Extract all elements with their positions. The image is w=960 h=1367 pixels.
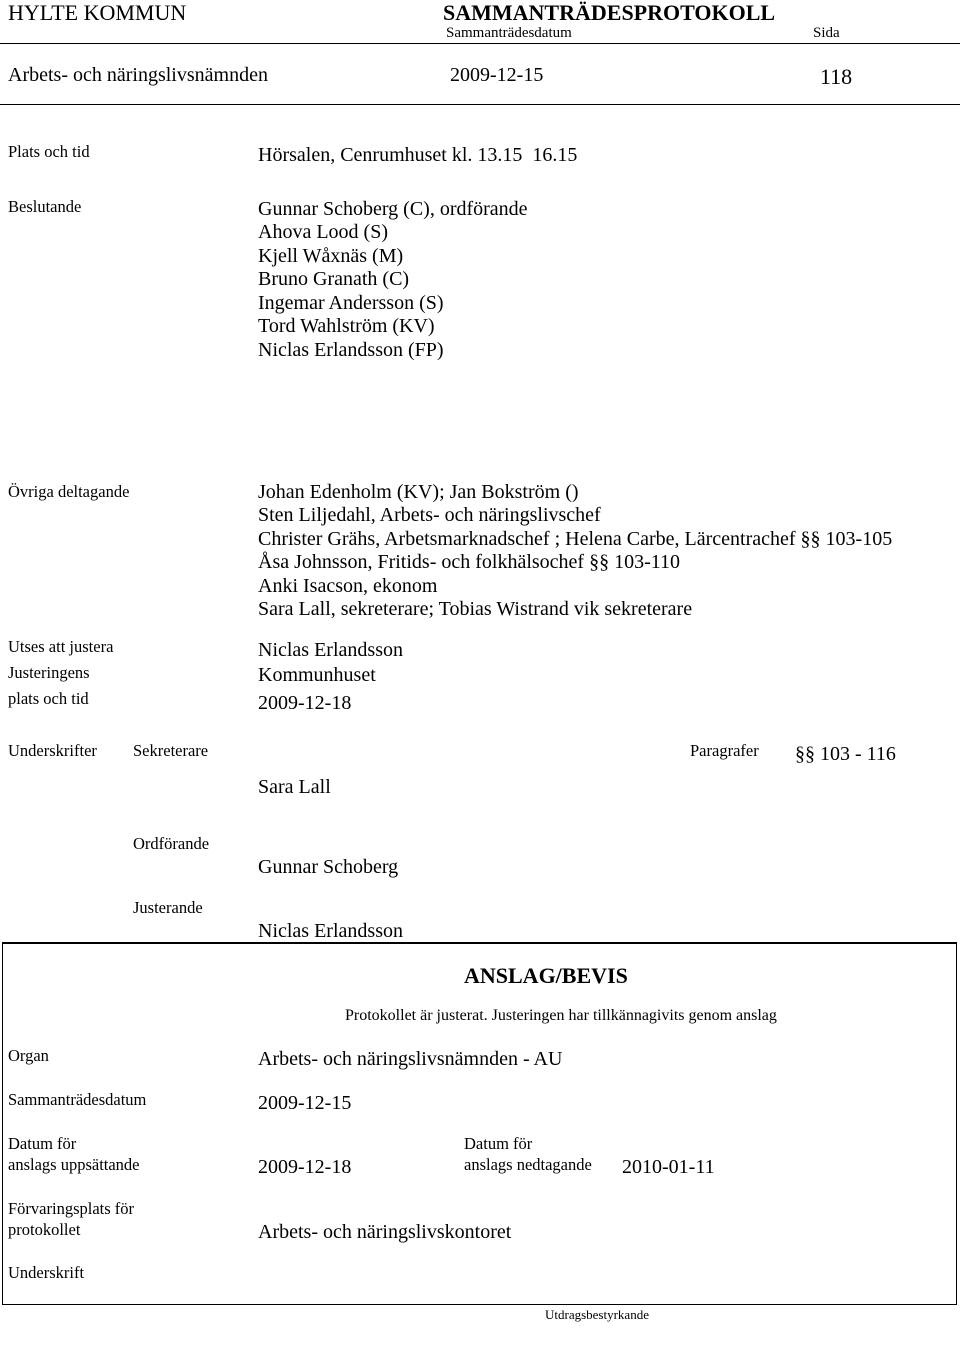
list-item: Tord Wahlström (KV) bbox=[258, 315, 435, 338]
page-number: 118 bbox=[820, 64, 853, 89]
notice-box bbox=[2, 942, 957, 1305]
removed-date: 2010-01-11 bbox=[622, 1156, 715, 1178]
organ-label: Organ bbox=[8, 1046, 49, 1065]
decision-makers-list bbox=[258, 198, 528, 362]
decision-makers-label: Beslutande bbox=[8, 197, 82, 216]
storage-label-line1: Förvaringsplats för bbox=[8, 1199, 135, 1218]
adjuster-label: Justerande bbox=[133, 898, 203, 917]
secretary-label: Sekreterare bbox=[133, 741, 209, 760]
list-item: Bruno Granath (C) bbox=[258, 268, 410, 291]
adjustment-date: 2009-12-18 bbox=[258, 692, 352, 714]
list-item: Åsa Johnsson, Fritids- och folkhälsochef §§ 103-110 bbox=[258, 551, 680, 574]
posted-date-label-line1: Datum för bbox=[8, 1134, 77, 1153]
chair-name: Gunnar Schoberg bbox=[258, 856, 399, 878]
appointed-adjuster-label: Utses att justera bbox=[8, 637, 114, 656]
paragraphs-label: Paragrafer bbox=[690, 741, 759, 760]
list-item: Christer Grähs, Arbetsmarknadschef ; Helena Carbe, Lärcentrachef §§ 103-105 bbox=[258, 527, 893, 550]
adjustment-place: Kommunhuset bbox=[258, 664, 376, 686]
removed-date-label-line2: anslags nedtagande bbox=[464, 1155, 592, 1174]
appointed-adjuster: Niclas Erlandsson bbox=[258, 639, 403, 661]
list-item: Sten Liljedahl, Arbets- och näringslivschef bbox=[258, 504, 601, 527]
title-block-rule bbox=[0, 104, 960, 105]
list-item: Sara Lall, sekreterare; Tobias Wistrand vik sekreterare bbox=[258, 598, 693, 621]
list-item: Ingemar Andersson (S) bbox=[258, 291, 444, 314]
posted-date: 2009-12-18 bbox=[258, 1156, 352, 1178]
place-time-value: Hörsalen, Cenrumhuset kl. 13.15 16.15 bbox=[258, 144, 578, 166]
organ-value: Arbets- och näringslivsnämnden - AU bbox=[258, 1048, 563, 1070]
signatures-label: Underskrifter bbox=[8, 741, 97, 760]
document-type-title: SAMMANTRÄDESPROTOKOLL bbox=[443, 0, 776, 25]
signature-label: Underskrift bbox=[8, 1263, 85, 1282]
municipality-name: HYLTE KOMMUN bbox=[8, 0, 187, 25]
notice-statement: Protokollet är justerat. Justeringen har tillkännagivits genom anslag bbox=[345, 1007, 777, 1024]
storage-label-line2: protokollet bbox=[8, 1220, 81, 1239]
other-participants-list bbox=[258, 481, 892, 622]
place-time-label: Plats och tid bbox=[8, 142, 90, 161]
list-item: Anki Isacson, ekonom bbox=[258, 574, 438, 597]
notice-meeting-date-label: Sammanträdesdatum bbox=[8, 1090, 147, 1109]
page-column-label: Sida bbox=[813, 25, 840, 41]
certification-label: Utdragsbestyrkande bbox=[545, 1307, 649, 1322]
meeting-date: 2009-12-15 bbox=[450, 64, 544, 86]
removed-date-label-line1: Datum för bbox=[464, 1134, 533, 1153]
committee-name: Arbets- och näringslivsnämnden bbox=[8, 64, 268, 86]
adjuster-name: Niclas Erlandsson bbox=[258, 920, 403, 942]
notice-title: ANSLAG/BEVIS bbox=[464, 963, 628, 988]
other-participants-label: Övriga deltagande bbox=[8, 482, 130, 501]
secretary-name: Sara Lall bbox=[258, 776, 331, 798]
header-rule bbox=[0, 43, 960, 44]
storage-location: Arbets- och näringslivskontoret bbox=[258, 1221, 512, 1243]
adjustment-place-label-line2: plats och tid bbox=[8, 689, 89, 708]
adjustment-place-label-line1: Justeringens bbox=[8, 663, 90, 682]
list-item: Kjell Wåxnäs (M) bbox=[258, 244, 404, 267]
paragraphs-range: §§ 103 - 116 bbox=[795, 743, 896, 765]
list-item: Johan Edenholm (KV); Jan Bokström () bbox=[258, 481, 579, 503]
chair-label: Ordförande bbox=[133, 834, 210, 853]
list-item: Gunnar Schoberg (C), ordförande bbox=[258, 198, 528, 220]
posted-date-label-line2: anslags uppsättande bbox=[8, 1155, 140, 1174]
list-item: Ahova Lood (S) bbox=[258, 221, 388, 244]
list-item: Niclas Erlandsson (FP) bbox=[258, 338, 444, 361]
notice-meeting-date: 2009-12-15 bbox=[258, 1092, 352, 1114]
meeting-date-column-label: Sammanträdesdatum bbox=[446, 25, 572, 41]
